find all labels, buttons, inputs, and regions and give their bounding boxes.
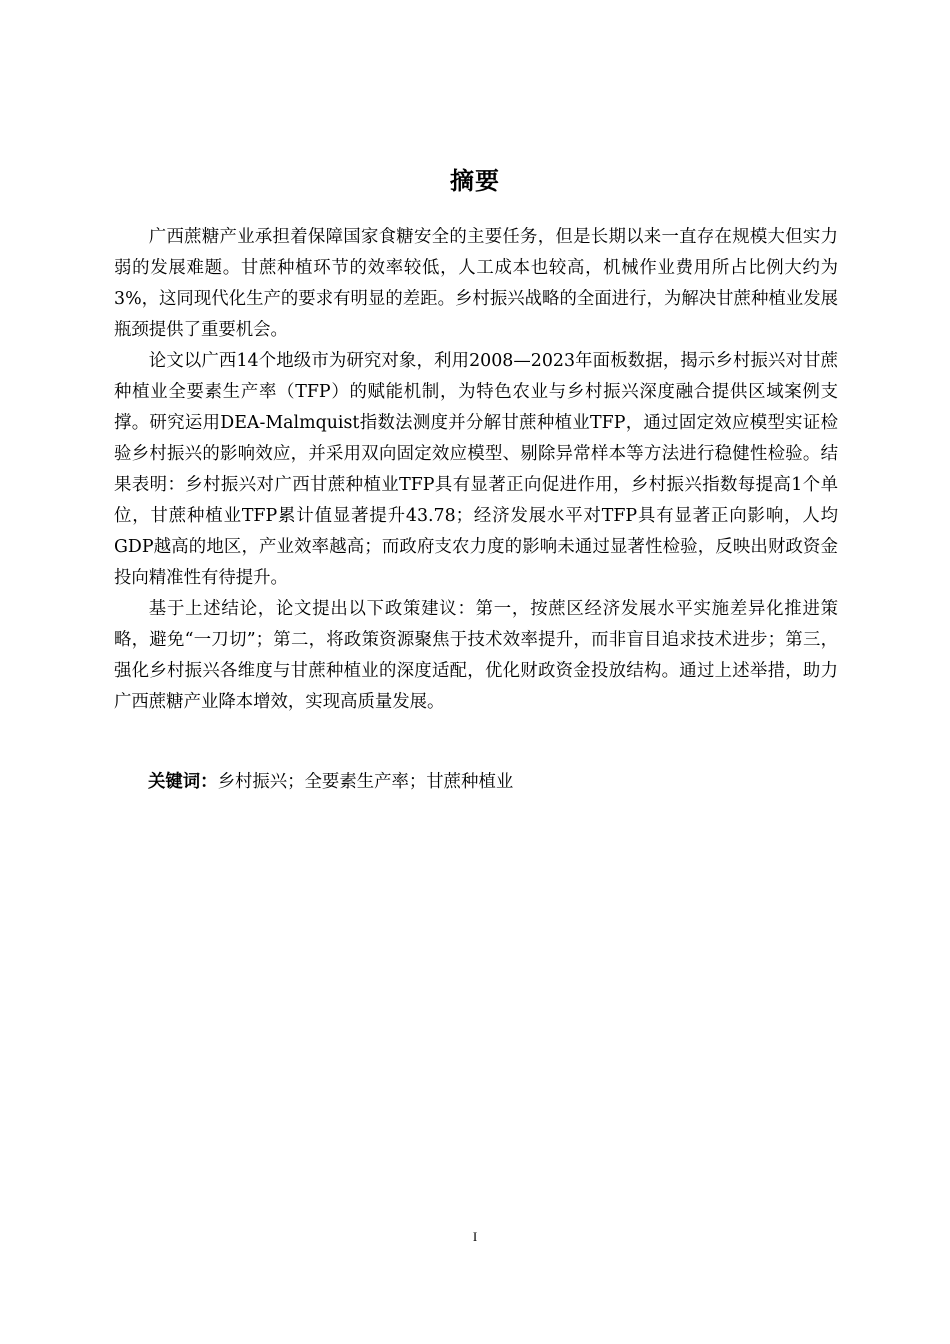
keywords-line bbox=[148, 767, 838, 798]
abstract-paragraph-1: 广西蔗糖产业承担着保障国家食糖安全的主要任务，但是长期以来一直存在规模大但实力弱的发展难题。甘蔗种植环节的效率较低，人工成本也较高，机械作业费用所占比例大约为3%，这同现代化生产的要求有明显的差距。乡村振兴战略的全面进行，为解决甘蔗种植业发展瓶颈提供了重要机会。 bbox=[114, 227, 838, 340]
abstract-body bbox=[114, 222, 838, 718]
keywords-text: 乡村振兴；全要素生产率；甘蔗种植业 bbox=[217, 772, 514, 792]
abstract-paragraph-2: 论文以广西14个地级市为研究对象，利用2008—2023年面板数据，揭示乡村振兴对甘蔗种植业全要素生产率（TFP）的赋能机制，为特色农业与乡村振兴深度融合提供区域案例支撑。研究运用DEA-Malmquist指数法测度并分解甘蔗种植业TFP，通过固定效应模型实证检验乡村振兴的影响效应，并采用双向固定效应模型、剔除异常样本等方法进行稳健性检验。结果表明：乡村振兴对广西甘蔗种植业TFP具有显著正向促进作用，乡村振兴指数每提高1个单位，甘蔗种植业TFP累计值显著提升43.78；经济发展水平对TFP具有显著正向影响，人均GDP越高的地区，产业效率越高；而政府支农力度的影响未通过显著性检验，反映出财政资金投向精准性有待提升。 bbox=[114, 351, 838, 588]
keywords-label: 关键词： bbox=[148, 772, 218, 792]
abstract-paragraph-3: 基于上述结论，论文提出以下政策建议：第一，按蔗区经济发展水平实施差异化推进策略，避免“一刀切”；第二，将政策资源聚焦于技术效率提升，而非盲目追求技术进步；第三，强化乡村振兴各维度与甘蔗种植业的深度适配，优化财政资金投放结构。通过上述举措，助力广西蔗糖产业降本增效，实现高质量发展。 bbox=[114, 599, 838, 712]
abstract-title: 摘要 bbox=[450, 167, 500, 195]
page-number: I bbox=[472, 1229, 478, 1244]
